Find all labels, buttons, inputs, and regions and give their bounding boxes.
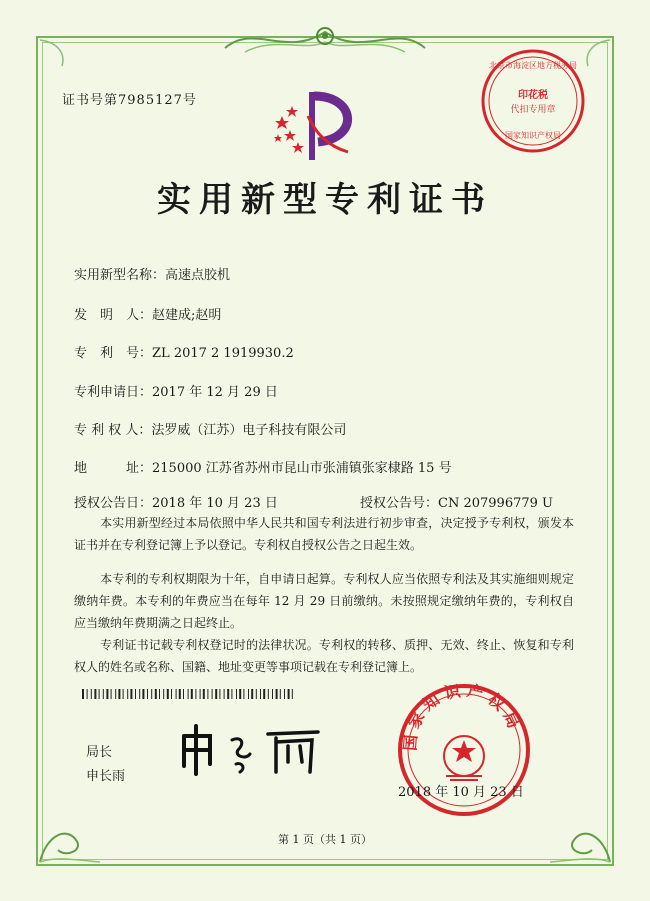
barcode-bar: [191, 689, 193, 699]
barcode-bar: [130, 689, 132, 699]
barcode-bar: [155, 689, 157, 699]
page-number: 第 1 页（共 1 页）: [278, 833, 372, 846]
barcode-bar: [288, 689, 290, 699]
barcode-bar: [94, 689, 96, 699]
tax-seal-ring-text: 北京市海淀区地方税务局: [489, 61, 577, 70]
barcode-bar: [99, 689, 100, 699]
barcode-bar: [118, 689, 120, 699]
field-grant-date: [74, 492, 278, 511]
certificate-title: 实用新型专利证书: [157, 180, 493, 220]
barcode-bar: [171, 689, 172, 699]
barcode-bar: [251, 689, 253, 699]
field-address: [74, 457, 452, 476]
field-patentee-value: 法罗威（江苏）电子科技有限公司: [151, 423, 347, 438]
field-address-value: 215000 江苏省苏州市昆山市张浦镇张家棣路 15 号: [152, 461, 452, 476]
field-patentee: [74, 419, 346, 438]
barcode-bar: [142, 689, 144, 699]
barcode-bar: [284, 689, 285, 699]
barcode-bar: [224, 689, 225, 699]
field-patent-number-label: 专 利 号：: [74, 346, 153, 361]
body-paragraph-2-text: 本专利的专利权期限为十年，自申请日起算。专利权人应当依照专利法及其实施细则规定缴纳年费。本专利的年费应当在每年 12 月 29 日前缴纳。未按照规定缴纳年费的，专利权自应当缴纳年费期满之日起终止。: [74, 572, 574, 630]
barcode-bar: [115, 689, 116, 699]
barcode-bar: [212, 689, 213, 699]
barcode: [82, 689, 294, 699]
barcode-bar: [215, 689, 217, 699]
body-paragraph-1: [74, 512, 574, 556]
barcode-bar: [176, 689, 177, 699]
body-paragraph-3: [74, 634, 574, 678]
field-inventor: [74, 304, 221, 323]
corner-ornament-top-left: [36, 36, 86, 76]
tax-seal-center-line1: 印花税: [518, 90, 548, 101]
field-grant-number-value: CN 207996779 U: [438, 496, 553, 511]
tax-seal-stamp: [478, 46, 588, 156]
barcode-bar: [82, 689, 84, 699]
barcode-bar: [111, 689, 112, 699]
barcode-bar: [139, 689, 140, 699]
barcode-bar: [195, 689, 196, 699]
barcode-bar: [167, 689, 169, 699]
field-grant-date-label: 授权公告日：: [74, 496, 153, 511]
field-grant-number: [360, 492, 553, 511]
top-ornament: [215, 18, 435, 60]
tax-seal-center-line2: 代扣专用章: [510, 105, 556, 115]
seal-date: 2018 年 10 月 23 日: [398, 785, 524, 800]
field-address-label: 地 址：: [74, 461, 153, 476]
barcode-bar: [106, 689, 108, 699]
barcode-bar: [135, 689, 136, 699]
barcode-bar: [183, 689, 184, 699]
barcode-bar: [207, 689, 208, 699]
handwritten-signature: [176, 722, 326, 778]
barcode-bar: [239, 689, 241, 699]
svg-text:国家知识产权局: [400, 680, 525, 751]
body-paragraph-2: [74, 568, 574, 634]
patent-office-logo-icon: [268, 86, 368, 166]
barcode-bar: [292, 689, 293, 699]
barcode-bar: [276, 689, 278, 699]
field-grant-number-label: 授权公告号：: [360, 496, 439, 511]
barcode-bar: [147, 689, 148, 699]
field-inventor-label: 发 明 人：: [74, 308, 153, 323]
barcode-bar: [103, 689, 104, 699]
field-patent-number: [74, 342, 294, 361]
field-filing-date-value: 2017 年 12 月 29 日: [152, 385, 278, 400]
barcode-bar: [123, 689, 124, 699]
field-filing-date-label: 专利申请日：: [74, 385, 153, 400]
field-name: [74, 264, 230, 283]
barcode-bar: [243, 689, 244, 699]
barcode-bar: [159, 689, 160, 699]
barcode-bar: [127, 689, 128, 699]
barcode-bar: [91, 689, 92, 699]
field-patent-number-value: ZL 2017 2 1919930.2: [152, 346, 294, 361]
director-name: 申长雨: [86, 769, 126, 784]
tax-seal-bottom-text: 国家知识产权局: [505, 131, 561, 140]
barcode-bar: [219, 689, 220, 699]
field-filing-date: [74, 381, 278, 400]
barcode-bar: [151, 689, 152, 699]
director-title: 局长: [86, 745, 113, 760]
barcode-bar: [268, 689, 269, 699]
barcode-bar: [263, 689, 265, 699]
field-name-value: 高速点胶机: [165, 268, 231, 283]
barcode-bar: [188, 689, 189, 699]
barcode-bar: [260, 689, 261, 699]
barcode-bar: [87, 689, 88, 699]
field-inventor-value: 赵建成;赵明: [152, 308, 222, 323]
field-name-label: 实用新型名称：: [74, 268, 166, 283]
body-paragraph-1-text: 本实用新型经过本局依照中华人民共和国专利法进行初步审查，决定授予专利权，颁发本证书并在专利登记簿上予以登记。专利权自授权公告之日起生效。: [74, 516, 574, 552]
barcode-bar: [272, 689, 273, 699]
barcode-bar: [280, 689, 281, 699]
barcode-bar: [227, 689, 229, 699]
barcode-bar: [248, 689, 249, 699]
barcode-bar: [179, 689, 181, 699]
field-patentee-label: 专 利 权 人：: [74, 423, 152, 438]
barcode-bar: [200, 689, 201, 699]
national-seal-text: 国家知识产权局: [400, 680, 526, 752]
barcode-bar: [231, 689, 232, 699]
barcode-bar: [256, 689, 257, 699]
barcode-bar: [163, 689, 164, 699]
barcode-bar: [203, 689, 205, 699]
barcode-bar: [236, 689, 237, 699]
body-paragraph-3-text: 专利证书记载专利权登记时的法律状况。专利权的转移、质押、无效、终止、恢复和专利权人的姓名或名称、国籍、地址变更等事项记载在专利登记簿上。: [74, 638, 574, 674]
certificate-number: 证书号第7985127号: [62, 93, 197, 108]
field-grant-date-value: 2018 年 10 月 23 日: [152, 496, 278, 511]
